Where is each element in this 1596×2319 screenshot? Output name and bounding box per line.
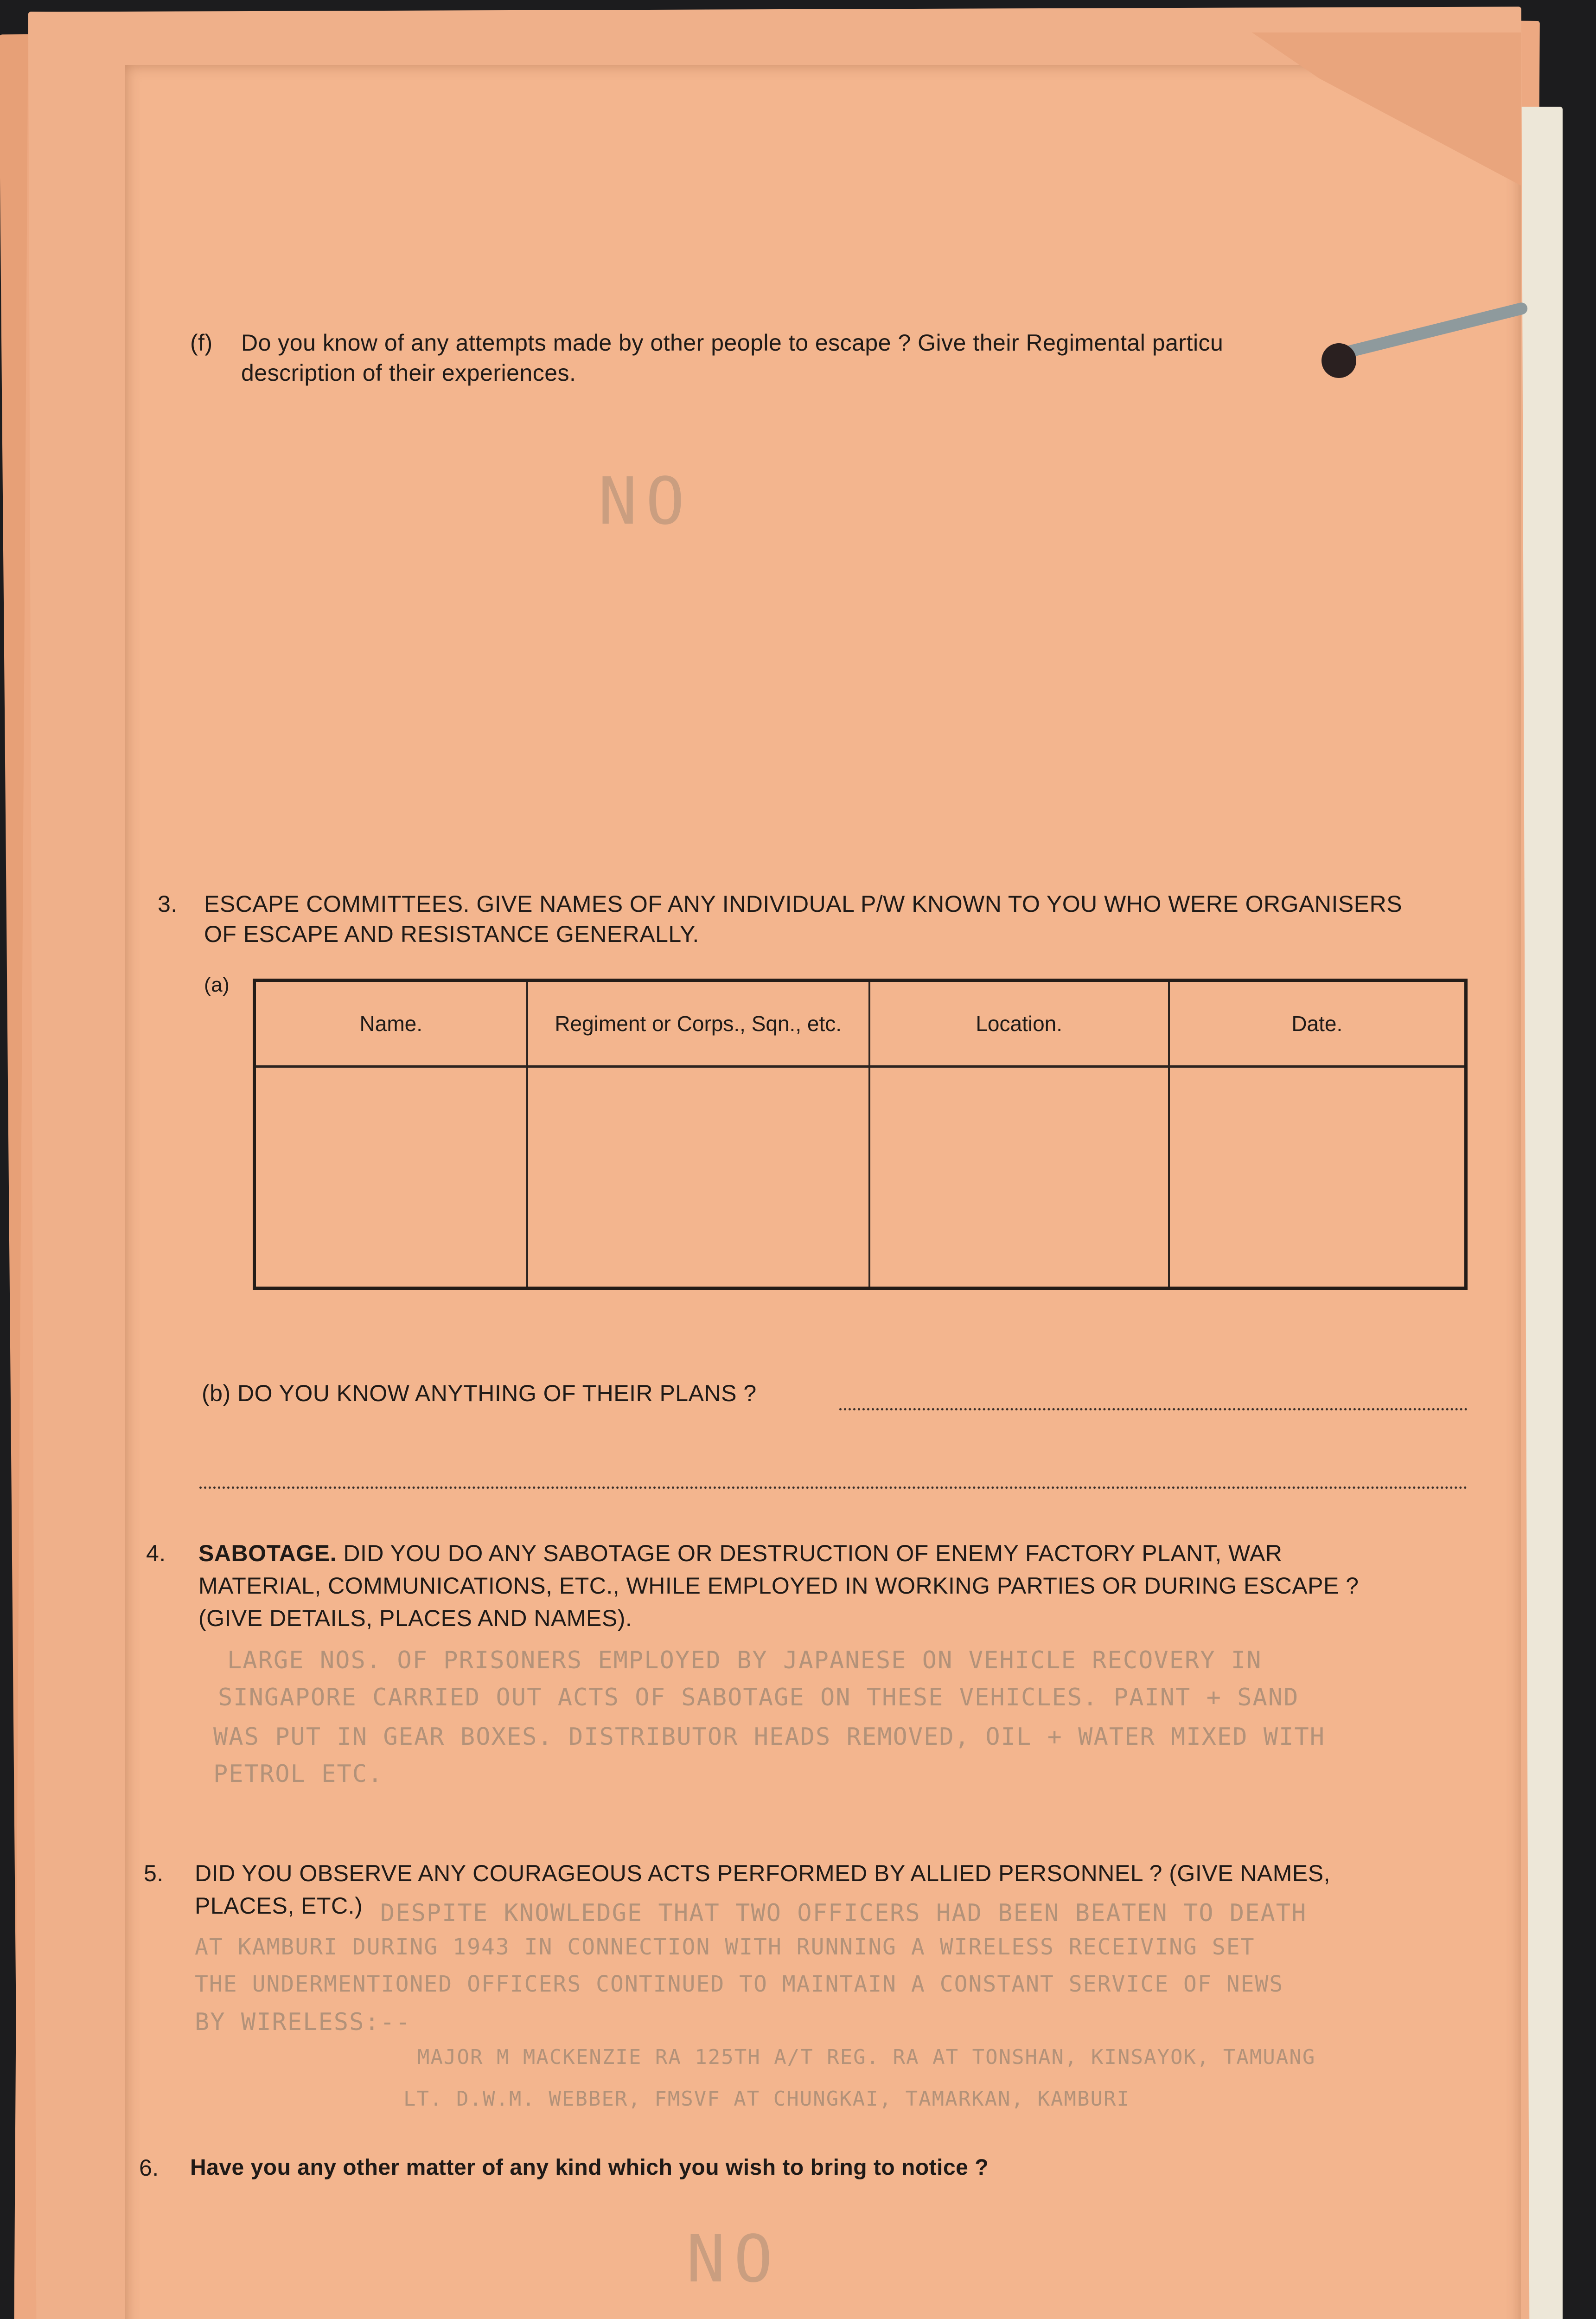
section5-answer-line: MAJOR M MACKENZIE RA 125TH A/T REG. RA AT TONSHAN, KINSAYOK, TAMUANG (417, 2045, 1316, 2069)
section4-number: 4. (146, 1540, 166, 1566)
column-header-date: Date. (1169, 980, 1466, 1067)
section5-answer-line: BY WIRELESS:-- (195, 2008, 411, 2036)
section5-line2: PLACES, ETC.) (195, 1893, 363, 1919)
section3-sub-b: (b) DO YOU KNOW ANYTHING OF THEIR PLANS ? (202, 1380, 757, 1406)
punch-hole (1321, 343, 1356, 378)
section4-answer-line: PETROL ETC. (213, 1760, 383, 1788)
section5-answer-line: DESPITE KNOWLEDGE THAT TWO OFFICERS HAD BEEN BEATEN TO DEATH (380, 1899, 1307, 1927)
section6-answer: NO (686, 2222, 781, 2297)
answer-line (839, 1408, 1468, 1410)
section5-answer-line: LT. D.W.M. WEBBER, FMSVF AT CHUNGKAI, TAMARKAN, KAMBURI (403, 2087, 1130, 2111)
section4-title: SABOTAGE. (198, 1540, 337, 1566)
section3-line2: OF ESCAPE AND RESISTANCE GENERALLY. (204, 921, 699, 947)
question-f-label: (f) (190, 330, 213, 356)
section3-number: 3. (158, 891, 178, 917)
section5-answer-line: THE UNDERMENTIONED OFFICERS CONTINUED TO MAINTAIN A CONSTANT SERVICE OF NEWS (195, 1971, 1284, 1997)
section4-answer-line: WAS PUT IN GEAR BOXES. DISTRIBUTOR HEADS REMOVED, OIL + WATER MIXED WITH (213, 1723, 1326, 1751)
section4-answer-line: LARGE NOS. OF PRISONERS EMPLOYED BY JAPANESE ON VEHICLE RECOVERY IN (227, 1646, 1262, 1674)
column-header-location: Location. (869, 980, 1169, 1067)
section5-answer-line: AT KAMBURI DURING 1943 IN CONNECTION WITH RUNNING A WIRELESS RECEIVING SET (195, 1934, 1255, 1960)
section6-text: Have you any other matter of any kind which you wish to bring to notice ? (190, 2155, 989, 2180)
section4-line1: DID YOU DO ANY SABOTAGE OR DESTRUCTION OF ENEMY FACTORY PLANT, WAR (337, 1540, 1283, 1566)
table-cell[interactable] (1169, 1067, 1466, 1288)
section6-number: 6. (139, 2155, 159, 2181)
escape-committee-table (253, 979, 1468, 1290)
answer-line (199, 1486, 1468, 1489)
question-f-line1: Do you know of any attempts made by other people to escape ? Give their Regimental particu (241, 330, 1224, 356)
question-f-line2: description of their experiences. (241, 360, 576, 386)
section4-line2: MATERIAL, COMMUNICATIONS, ETC., WHILE EMPLOYED IN WORKING PARTIES OR DURING ESCAPE ? (198, 1573, 1359, 1599)
table-row (255, 1067, 1466, 1288)
section4-line3: (GIVE DETAILS, PLACES AND NAMES). (198, 1605, 632, 1631)
table-cell[interactable] (255, 1067, 527, 1288)
section5-number: 5. (144, 1860, 164, 1886)
section3-sub-a: (a) (204, 974, 230, 996)
column-header-regiment: Regiment or Corps., Sqn., etc. (527, 980, 869, 1067)
section4-answer-line: SINGAPORE CARRIED OUT ACTS OF SABOTAGE ON THESE VEHICLES. PAINT + SAND (218, 1684, 1299, 1711)
section3-line1: ESCAPE COMMITTEES. GIVE NAMES OF ANY INDIVIDUAL P/W KNOWN TO YOU WHO WERE ORGANISERS (204, 891, 1403, 917)
table-cell[interactable] (869, 1067, 1169, 1288)
table-cell[interactable] (527, 1067, 869, 1288)
question-f-answer: NO (598, 464, 693, 539)
section5-line1: DID YOU OBSERVE ANY COURAGEOUS ACTS PERFORMED BY ALLIED PERSONNEL ? (GIVE NAMES, (195, 1860, 1331, 1886)
column-header-name: Name. (255, 980, 527, 1067)
